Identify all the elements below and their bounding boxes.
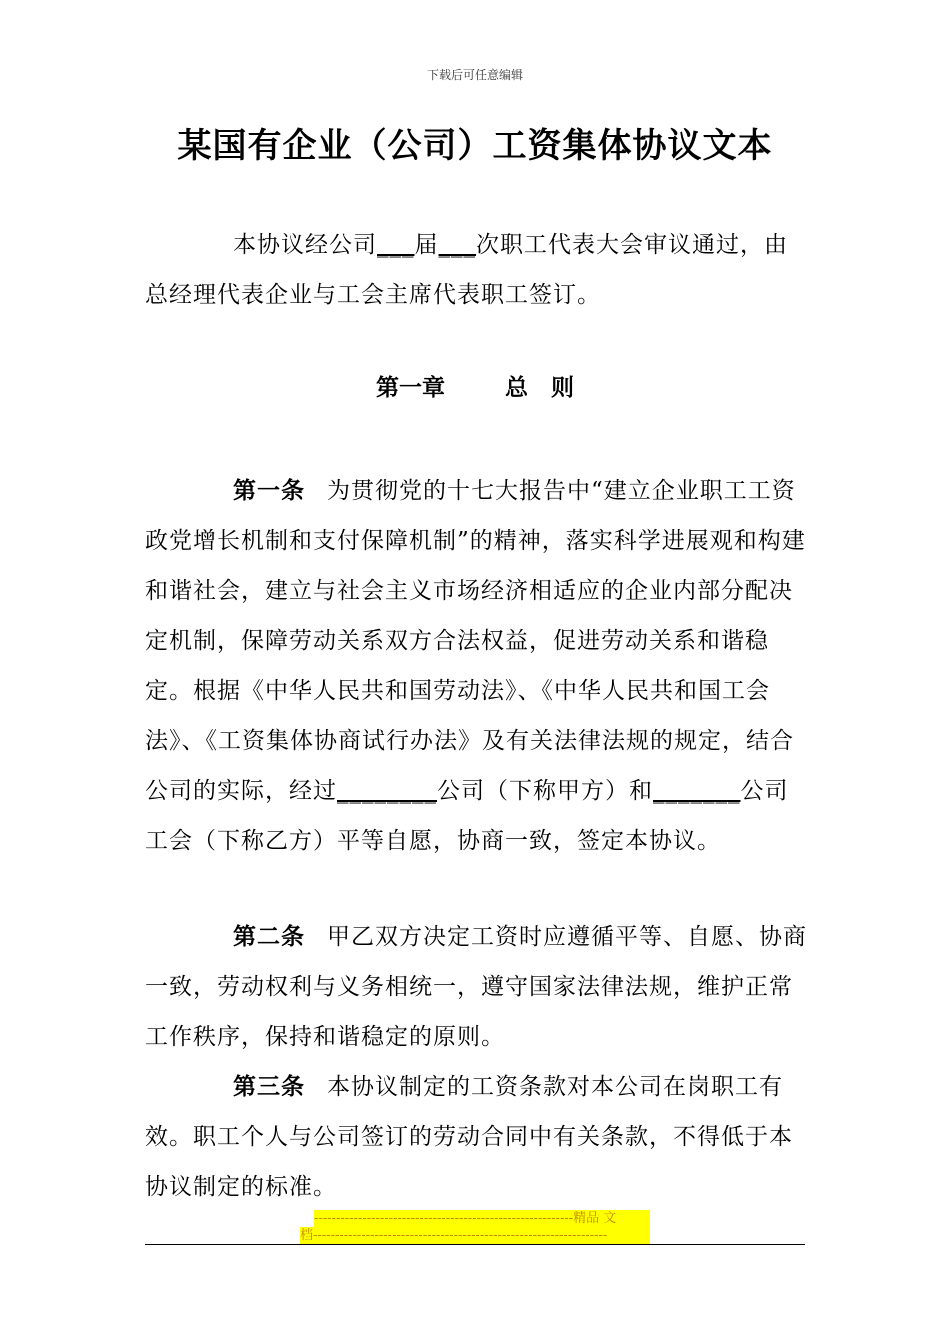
article-1-text-b: 公司（下称甲方）和 <box>437 778 653 804</box>
article-3 <box>145 1062 810 1212</box>
chapter-heading <box>0 368 950 408</box>
article-2-label: 第二条 <box>233 923 305 950</box>
intro-blank-1: ___ <box>377 232 415 258</box>
article-3-label: 第三条 <box>233 1073 305 1100</box>
article-1 <box>145 466 810 866</box>
chapter-label: 第一章 <box>376 374 445 401</box>
intro-paragraph <box>145 220 810 320</box>
article-1-text-a: 为贯彻党的十七大报告中“建立企业职工工资政党增长机制和支付保障机制”的精神，落实科学进展观和构建和谐社会，建立与社会主义市场经济相适应的企业内部分配决定机制，保障劳动关系双方合法权益，促进劳动关系和谐稳定。根据《中华人民共和国劳动法》、《中华人民共和国工会法》、《工资集体协商试行办法》及有关法律法规的规定，结合公司的实际，经过 <box>145 478 806 804</box>
article-1-text-c: 公司工会（下称乙方）平等自愿，协商一致，签定本协议。 <box>145 778 789 854</box>
document-title: 某国有企业（公司）工资集体协议文本 <box>177 126 773 166</box>
chapter-title: 总 则 <box>505 374 574 401</box>
intro-text-1: 本协议经公司 <box>233 232 377 258</box>
footer-divider <box>145 1244 805 1245</box>
article-1-label: 第一条 <box>233 477 305 504</box>
article-1-blank-a: ________ <box>337 778 437 804</box>
article-2-text: 甲乙双方决定工资时应遵循平等、自愿、协商一致，劳动权利与义务相统一，遵守国家法律法规，维护正常工作秩序，保持和谐稳定的原则。 <box>145 924 807 1050</box>
article-2 <box>145 912 810 1062</box>
intro-text-2: 届 <box>414 232 439 258</box>
intro-text-3: 次职工代表大会审议通过，由总经理代表企业与工会主席代表职工签订。 <box>145 232 788 308</box>
article-1-blank-b: _______ <box>653 778 741 804</box>
article-3-text: 本协议制定的工资条款对本公司在岗职工有效。职工个人与公司签订的劳动合同中有关条款，不得低于本协议制定的标准。 <box>145 1074 793 1200</box>
footer-watermark <box>300 1210 650 1244</box>
footer-line-1: -----------------------------------------------------------精品 文 <box>314 1210 650 1227</box>
header-note: 下载后可任意编辑 <box>426 68 523 82</box>
intro-blank-2: ___ <box>438 232 476 258</box>
footer-line-2: 档------------------------------------------------------------------- <box>300 1227 650 1244</box>
